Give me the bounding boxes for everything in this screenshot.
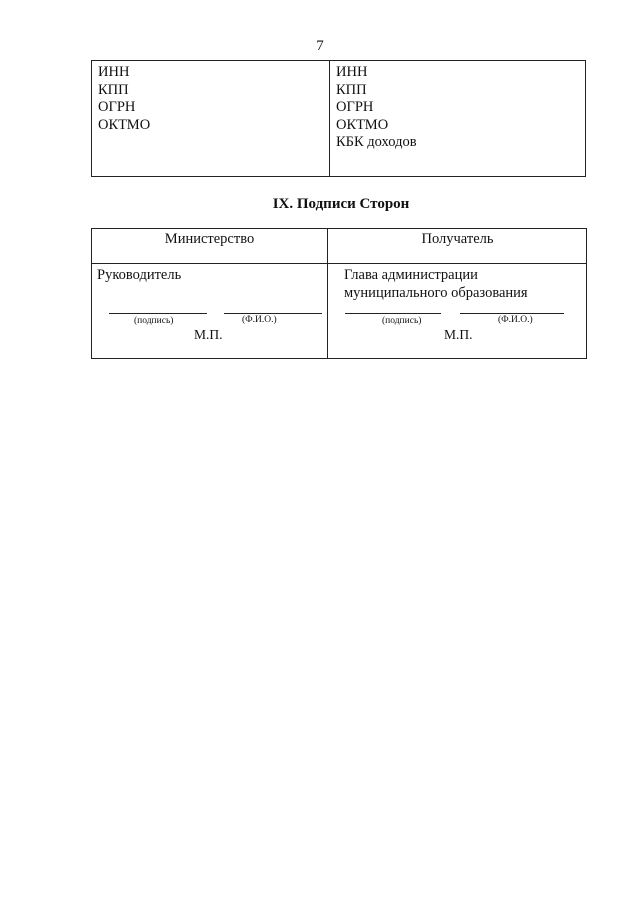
recipient-signature-line: [345, 313, 441, 314]
signatures-header-divider: [92, 263, 586, 264]
recipient-role-line2: муниципального образования: [344, 285, 528, 301]
requisite-oktmo: ОКТМО: [336, 116, 389, 133]
requisites-table: [91, 60, 586, 177]
ministry-signature-caption: (подпись): [134, 316, 174, 326]
signatures-vertical-divider: [327, 229, 328, 358]
requisite-ogrn: ОГРН: [98, 99, 136, 115]
recipient-role: [344, 266, 528, 302]
requisites-divider: [329, 61, 330, 176]
ministry-name-caption: (Ф.И.О.): [242, 315, 277, 325]
signatures-table: [91, 228, 587, 359]
recipient-header: Получатель: [421, 231, 494, 247]
requisite-kpp: КПП: [98, 81, 129, 98]
ministry-seal-label: М.П.: [194, 327, 223, 342]
recipient-name-caption: (Ф.И.О.): [498, 315, 533, 325]
requisite-oktmo: ОКТМО: [98, 116, 151, 133]
recipient-name-line: [460, 313, 564, 314]
requisites-right-column: [336, 64, 417, 152]
section-title: IX. Подписи Сторон: [272, 196, 410, 212]
requisite-inn: ИНН: [336, 64, 368, 80]
page-number: 7: [316, 38, 324, 54]
requisite-kbk: КБК доходов: [336, 134, 417, 150]
recipient-signature-caption: (подпись): [382, 316, 422, 326]
requisite-inn: ИНН: [98, 64, 130, 80]
requisite-kpp: КПП: [336, 81, 367, 98]
recipient-role-line1: Глава администрации: [344, 267, 478, 283]
ministry-role: Руководитель: [97, 267, 182, 283]
recipient-seal-label: М.П.: [444, 327, 473, 342]
ministry-signature-line: [109, 313, 207, 314]
ministry-header: Министерство: [164, 231, 255, 247]
ministry-name-line: [224, 313, 322, 314]
requisites-left-column: [98, 64, 150, 134]
requisite-ogrn: ОГРН: [336, 99, 374, 115]
